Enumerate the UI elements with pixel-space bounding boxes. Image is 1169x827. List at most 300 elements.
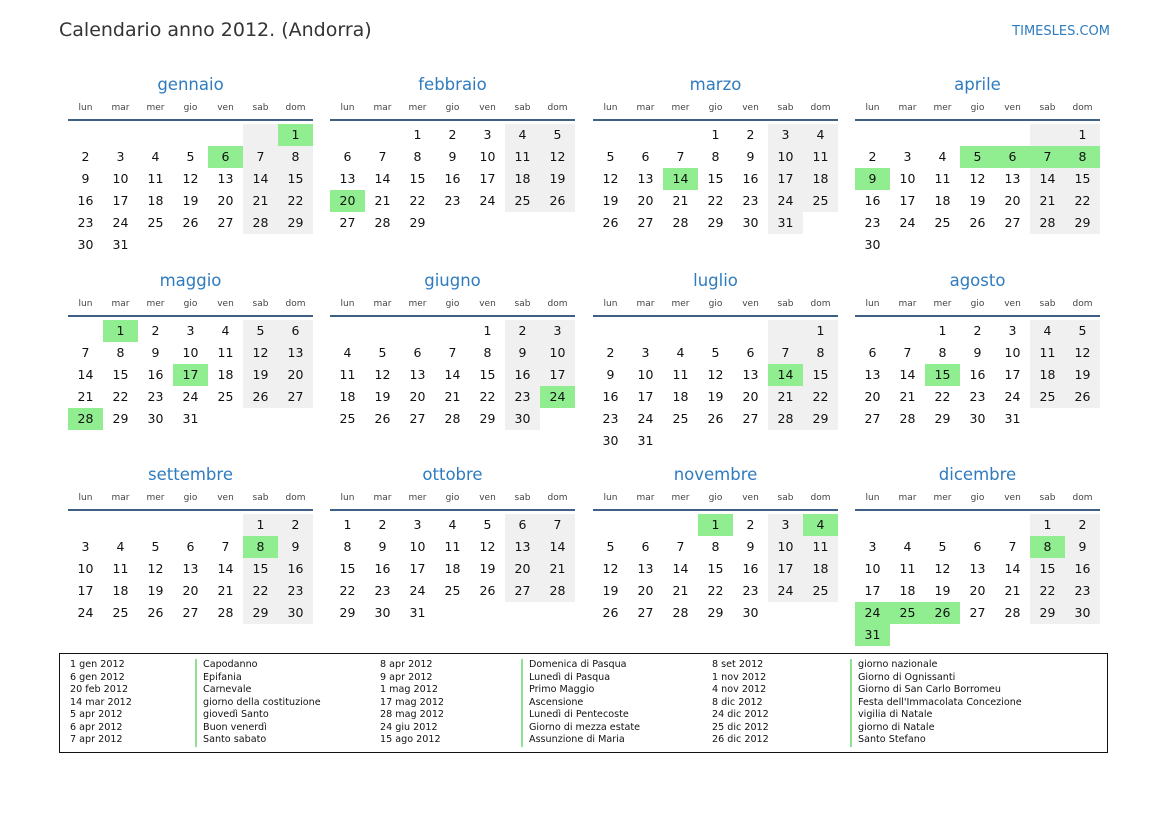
- empty-cell: [768, 320, 803, 342]
- day-cell: 18: [899, 583, 916, 598]
- empty-cell: [925, 124, 960, 146]
- day-cell: 26: [602, 605, 619, 620]
- empty-cell: [698, 320, 733, 342]
- day-cell: 20: [1004, 193, 1021, 208]
- day-cell: 30: [864, 237, 881, 252]
- weekday-label: mar: [898, 103, 917, 113]
- day-cell: 18: [1030, 364, 1065, 386]
- day-cell: 9: [151, 345, 160, 360]
- day-cell: 19: [147, 583, 164, 598]
- weekday-label: mar: [111, 493, 130, 503]
- empty-cell: [995, 124, 1030, 146]
- day-cell: 16: [444, 171, 461, 186]
- day-cell: 14: [672, 561, 689, 576]
- day-grid: [593, 124, 838, 234]
- month-marzo: [593, 74, 838, 234]
- day-cell: 4: [903, 539, 912, 554]
- month-luglio: [593, 270, 838, 452]
- weekday-label: sab: [514, 299, 531, 309]
- legend-holiday-date: 8 apr 2012: [380, 659, 433, 670]
- legend-holiday-date: 6 gen 2012: [70, 671, 125, 683]
- day-cell: 10: [182, 345, 199, 360]
- day-cell: 8: [343, 539, 352, 554]
- day-cell: 7: [221, 539, 230, 554]
- day-cell: 3: [868, 539, 877, 554]
- weekday-label: mar: [898, 299, 917, 309]
- weekday-label: gio: [445, 103, 460, 113]
- weekday-label: gio: [708, 493, 723, 503]
- day-cell: 13: [969, 561, 986, 576]
- weekday-label: dom: [810, 299, 831, 309]
- legend-holiday-name: Santo Stefano: [850, 734, 1022, 747]
- legend-dates-col-2: [380, 659, 444, 747]
- weekday-header: [855, 489, 1100, 507]
- header-rule: [593, 509, 838, 511]
- month-name: giugno: [424, 271, 481, 290]
- day-cell: 13: [864, 367, 881, 382]
- day-cell: 1: [938, 323, 947, 338]
- day-cell: 28: [672, 605, 689, 620]
- day-cell: 9: [505, 342, 540, 364]
- weekday-label: mar: [636, 299, 655, 309]
- day-cell: 15: [112, 367, 129, 382]
- day-cell: 19: [1065, 364, 1100, 386]
- day-cell: 5: [1065, 320, 1100, 342]
- empty-cell: [365, 320, 400, 342]
- day-cell: 10: [409, 539, 426, 554]
- day-cell: 30: [278, 602, 313, 624]
- empty-cell: [68, 124, 103, 146]
- weekday-label: ven: [479, 299, 496, 309]
- empty-cell: [103, 124, 138, 146]
- day-cell: 26: [243, 386, 278, 408]
- empty-cell: [663, 124, 698, 146]
- day-cell: 27: [637, 215, 654, 230]
- month-ottobre: [330, 464, 575, 624]
- day-cell: 18: [803, 558, 838, 580]
- weekday-header: [330, 99, 575, 117]
- day-cell: 13: [409, 367, 426, 382]
- empty-cell: [208, 124, 243, 146]
- day-cell: 29: [1065, 212, 1100, 234]
- empty-cell: [1030, 124, 1065, 146]
- day-cell: 11: [444, 539, 461, 554]
- day-cell: 13: [742, 367, 759, 382]
- day-cell: 6: [973, 539, 982, 554]
- day-cell: 28: [768, 408, 803, 430]
- legend-holiday-name: Lunedì di Pentecoste: [521, 709, 640, 722]
- weekday-label: lun: [78, 493, 93, 503]
- day-cell: 14: [444, 367, 461, 382]
- weekday-label: ven: [742, 493, 759, 503]
- day-cell: 21: [1004, 583, 1021, 598]
- day-cell: 28: [243, 212, 278, 234]
- day-cell: 9: [278, 536, 313, 558]
- day-cell: 16: [374, 561, 391, 576]
- day-cell: 4: [938, 149, 947, 164]
- day-cell: 19: [602, 583, 619, 598]
- day-cell: 25: [217, 389, 234, 404]
- weekday-label: ven: [742, 299, 759, 309]
- weekday-label: mar: [636, 493, 655, 503]
- day-cell: 17: [637, 389, 654, 404]
- day-cell: 26: [182, 215, 199, 230]
- header-rule: [330, 509, 575, 511]
- weekday-label: gio: [183, 103, 198, 113]
- day-cell: 28: [1004, 605, 1021, 620]
- day-cell: 16: [969, 367, 986, 382]
- weekday-label: mar: [636, 103, 655, 113]
- day-cell: 19: [602, 193, 619, 208]
- day-cell: 22: [409, 193, 426, 208]
- day-cell: 14: [77, 367, 94, 382]
- day-cell: 21: [540, 558, 575, 580]
- day-cell: 27: [742, 411, 759, 426]
- weekday-label: lun: [340, 299, 355, 309]
- day-cell: 17: [77, 583, 94, 598]
- day-cell: 23: [444, 193, 461, 208]
- day-grid: [330, 514, 575, 624]
- legend-holiday-name: Domenica di Pasqua: [521, 659, 640, 672]
- weekday-label: lun: [865, 493, 880, 503]
- weekday-label: mar: [373, 299, 392, 309]
- day-cell: 21: [768, 386, 803, 408]
- day-cell: 1: [803, 320, 838, 342]
- legend-holiday-name: Capodanno: [195, 659, 321, 672]
- day-cell: 9: [1065, 536, 1100, 558]
- weekday-label: mer: [933, 493, 952, 503]
- day-cell: 21: [444, 389, 461, 404]
- day-cell: 23: [505, 386, 540, 408]
- weekday-label: mar: [373, 493, 392, 503]
- weekday-label: gio: [970, 299, 985, 309]
- day-cell: 26: [147, 605, 164, 620]
- day-cell: 1: [483, 323, 492, 338]
- day-cell: 22: [803, 386, 838, 408]
- holiday-day-cell: 26: [925, 602, 960, 624]
- weekday-label: gio: [970, 493, 985, 503]
- day-cell: 30: [742, 215, 759, 230]
- legend-names-col-1: [195, 659, 321, 747]
- day-cell: 3: [413, 517, 422, 532]
- day-cell: 24: [479, 193, 496, 208]
- legend-holiday-date: 4 nov 2012: [712, 684, 767, 695]
- weekday-label: dom: [285, 299, 306, 309]
- day-cell: 28: [217, 605, 234, 620]
- weekday-label: sab: [252, 299, 269, 309]
- legend-holiday-name: giorno nazionale: [850, 659, 1022, 672]
- weekday-label: lun: [603, 493, 618, 503]
- day-cell: 22: [707, 193, 724, 208]
- day-cell: 7: [768, 342, 803, 364]
- day-cell: 24: [409, 583, 426, 598]
- month-name: dicembre: [938, 465, 1017, 484]
- holiday-day-cell: 7: [1030, 146, 1065, 168]
- weekday-label: mer: [146, 103, 165, 113]
- day-cell: 31: [768, 212, 803, 234]
- legend-holiday-name: Buon venerdì: [195, 722, 321, 735]
- day-cell: 29: [1030, 602, 1065, 624]
- day-cell: 25: [339, 411, 356, 426]
- day-cell: 17: [1004, 367, 1021, 382]
- header-rule: [593, 315, 838, 317]
- day-cell: 11: [672, 367, 689, 382]
- day-cell: 14: [243, 168, 278, 190]
- day-cell: 22: [112, 389, 129, 404]
- day-cell: 15: [409, 171, 426, 186]
- day-cell: 23: [742, 583, 759, 598]
- day-cell: 15: [278, 168, 313, 190]
- day-cell: 19: [934, 583, 951, 598]
- day-cell: 5: [540, 124, 575, 146]
- day-cell: 9: [606, 367, 615, 382]
- day-cell: 25: [934, 215, 951, 230]
- legend-names-col-2: [521, 659, 640, 747]
- day-cell: 11: [934, 171, 951, 186]
- day-cell: 22: [278, 190, 313, 212]
- weekday-label: mer: [671, 299, 690, 309]
- holiday-day-cell: 31: [855, 624, 890, 646]
- empty-cell: [330, 320, 365, 342]
- day-cell: 16: [742, 171, 759, 186]
- day-cell: 18: [803, 168, 838, 190]
- day-cell: 15: [803, 364, 838, 386]
- day-cell: 18: [672, 389, 689, 404]
- empty-cell: [103, 514, 138, 536]
- day-cell: 30: [742, 605, 759, 620]
- day-cell: 17: [540, 364, 575, 386]
- weekday-label: mer: [146, 299, 165, 309]
- day-cell: 29: [409, 215, 426, 230]
- day-cell: 13: [637, 171, 654, 186]
- empty-cell: [138, 124, 173, 146]
- weekday-label: dom: [285, 493, 306, 503]
- day-cell: 3: [116, 149, 125, 164]
- legend-dates-col-3: [712, 659, 769, 747]
- weekday-label: dom: [1072, 493, 1093, 503]
- month-aprile: [855, 74, 1100, 256]
- day-cell: 9: [81, 171, 90, 186]
- weekday-label: ven: [217, 493, 234, 503]
- weekday-label: mer: [671, 103, 690, 113]
- legend-holiday-name: Festa dell'Immacolata Concezione: [850, 697, 1022, 710]
- empty-cell: [400, 320, 435, 342]
- day-cell: 18: [112, 583, 129, 598]
- legend-holiday-date: 25 dic 2012: [712, 721, 769, 733]
- holiday-day-cell: 8: [243, 536, 278, 558]
- day-cell: 25: [147, 215, 164, 230]
- weekday-header: [330, 295, 575, 313]
- legend-holiday-name: Giorno di Ognissanti: [850, 672, 1022, 685]
- day-cell: 26: [602, 215, 619, 230]
- day-cell: 22: [1030, 580, 1065, 602]
- day-cell: 11: [803, 536, 838, 558]
- holiday-day-cell: 6: [208, 146, 243, 168]
- weekday-label: gio: [445, 493, 460, 503]
- empty-cell: [855, 124, 890, 146]
- weekday-header: [593, 99, 838, 117]
- day-cell: 19: [540, 168, 575, 190]
- day-cell: 17: [479, 171, 496, 186]
- day-cell: 7: [243, 146, 278, 168]
- holiday-legend: [59, 653, 1108, 753]
- day-cell: 25: [505, 190, 540, 212]
- day-cell: 5: [186, 149, 195, 164]
- empty-cell: [593, 514, 628, 536]
- weekday-header: [68, 99, 313, 117]
- day-cell: 2: [378, 517, 387, 532]
- weekday-label: lun: [340, 103, 355, 113]
- day-cell: 6: [641, 149, 650, 164]
- day-cell: 2: [505, 320, 540, 342]
- day-cell: 20: [637, 193, 654, 208]
- day-cell: 5: [606, 149, 615, 164]
- day-cell: 3: [641, 345, 650, 360]
- day-cell: 24: [899, 215, 916, 230]
- day-cell: 22: [243, 580, 278, 602]
- day-grid: [330, 124, 575, 234]
- holiday-day-cell: 1: [278, 124, 313, 146]
- day-cell: 30: [147, 411, 164, 426]
- month-name: aprile: [954, 75, 1001, 94]
- day-cell: 6: [505, 514, 540, 536]
- day-cell: 24: [77, 605, 94, 620]
- day-cell: 6: [186, 539, 195, 554]
- day-cell: 31: [409, 605, 426, 620]
- day-cell: 7: [903, 345, 912, 360]
- weekday-label: dom: [810, 103, 831, 113]
- day-cell: 2: [151, 323, 160, 338]
- day-cell: 27: [182, 605, 199, 620]
- day-cell: 8: [116, 345, 125, 360]
- day-cell: 12: [602, 561, 619, 576]
- day-cell: 4: [151, 149, 160, 164]
- day-cell: 23: [147, 389, 164, 404]
- weekday-label: mer: [933, 299, 952, 309]
- day-cell: 17: [864, 583, 881, 598]
- day-cell: 16: [1065, 558, 1100, 580]
- legend-holiday-name: vigilia di Natale: [850, 709, 1022, 722]
- day-cell: 11: [339, 367, 356, 382]
- day-cell: 1: [1030, 514, 1065, 536]
- day-cell: 29: [278, 212, 313, 234]
- day-cell: 17: [768, 558, 803, 580]
- day-cell: 10: [899, 171, 916, 186]
- day-cell: 3: [186, 323, 195, 338]
- holiday-day-cell: 28: [68, 408, 103, 430]
- weekday-label: ven: [1004, 493, 1021, 503]
- day-cell: 4: [803, 124, 838, 146]
- day-cell: 16: [77, 193, 94, 208]
- legend-holiday-name: giovedì Santo: [195, 709, 321, 722]
- day-cell: 10: [768, 146, 803, 168]
- day-cell: 12: [374, 367, 391, 382]
- day-cell: 14: [1030, 168, 1065, 190]
- day-cell: 1: [243, 514, 278, 536]
- day-cell: 5: [243, 320, 278, 342]
- day-cell: 29: [803, 408, 838, 430]
- weekday-label: dom: [547, 493, 568, 503]
- day-cell: 1: [413, 127, 422, 142]
- day-cell: 4: [1030, 320, 1065, 342]
- day-cell: 10: [864, 561, 881, 576]
- day-cell: 27: [637, 605, 654, 620]
- day-cell: 23: [742, 193, 759, 208]
- day-cell: 10: [768, 536, 803, 558]
- legend-holiday-date: 8 dic 2012: [712, 696, 763, 708]
- weekday-label: lun: [865, 103, 880, 113]
- day-cell: 31: [182, 411, 199, 426]
- empty-cell: [890, 124, 925, 146]
- weekday-label: dom: [547, 299, 568, 309]
- day-cell: 28: [540, 580, 575, 602]
- day-cell: 30: [602, 433, 619, 448]
- day-cell: 28: [444, 411, 461, 426]
- day-cell: 3: [768, 124, 803, 146]
- day-cell: 3: [540, 320, 575, 342]
- legend-holiday-name: Assunzione di Maria: [521, 734, 640, 747]
- day-cell: 22: [1065, 190, 1100, 212]
- day-cell: 20: [505, 558, 540, 580]
- day-cell: 12: [1065, 342, 1100, 364]
- empty-cell: [593, 320, 628, 342]
- day-cell: 21: [243, 190, 278, 212]
- day-cell: 19: [969, 193, 986, 208]
- day-cell: 8: [278, 146, 313, 168]
- legend-holiday-date: 20 feb 2012: [70, 684, 129, 695]
- legend-holiday-name: giorno di Natale: [850, 722, 1022, 735]
- day-cell: 5: [711, 345, 720, 360]
- weekday-header: [593, 489, 838, 507]
- day-cell: 12: [243, 342, 278, 364]
- day-cell: 24: [768, 580, 803, 602]
- empty-cell: [855, 320, 890, 342]
- day-cell: 16: [147, 367, 164, 382]
- day-cell: 25: [803, 190, 838, 212]
- legend-holiday-name: Epifania: [195, 672, 321, 685]
- weekday-label: ven: [479, 493, 496, 503]
- day-cell: 26: [707, 411, 724, 426]
- holiday-day-cell: 8: [1065, 146, 1100, 168]
- weekday-label: dom: [285, 103, 306, 113]
- day-grid: [855, 514, 1100, 646]
- empty-cell: [68, 514, 103, 536]
- legend-holiday-date: 17 mag 2012: [380, 696, 445, 708]
- holiday-day-cell: 1: [103, 320, 138, 342]
- day-cell: 29: [707, 605, 724, 620]
- day-cell: 21: [672, 193, 689, 208]
- day-cell: 6: [278, 320, 313, 342]
- day-cell: 4: [343, 345, 352, 360]
- site-link[interactable]: TIMESLES.COM: [1012, 24, 1110, 39]
- day-cell: 29: [934, 411, 951, 426]
- weekday-label: ven: [1004, 299, 1021, 309]
- month-settembre: [68, 464, 313, 624]
- day-cell: 15: [1030, 558, 1065, 580]
- holiday-day-cell: 5: [960, 146, 995, 168]
- day-grid: [68, 320, 313, 430]
- empty-cell: [593, 124, 628, 146]
- day-cell: 23: [969, 389, 986, 404]
- weekday-label: ven: [1004, 103, 1021, 113]
- day-cell: 12: [540, 146, 575, 168]
- legend-holiday-date: 1 mag 2012: [380, 684, 438, 695]
- month-name: ottobre: [422, 465, 483, 484]
- day-cell: 26: [1065, 386, 1100, 408]
- day-cell: 18: [147, 193, 164, 208]
- holiday-day-cell: 14: [768, 364, 803, 386]
- empty-cell: [138, 514, 173, 536]
